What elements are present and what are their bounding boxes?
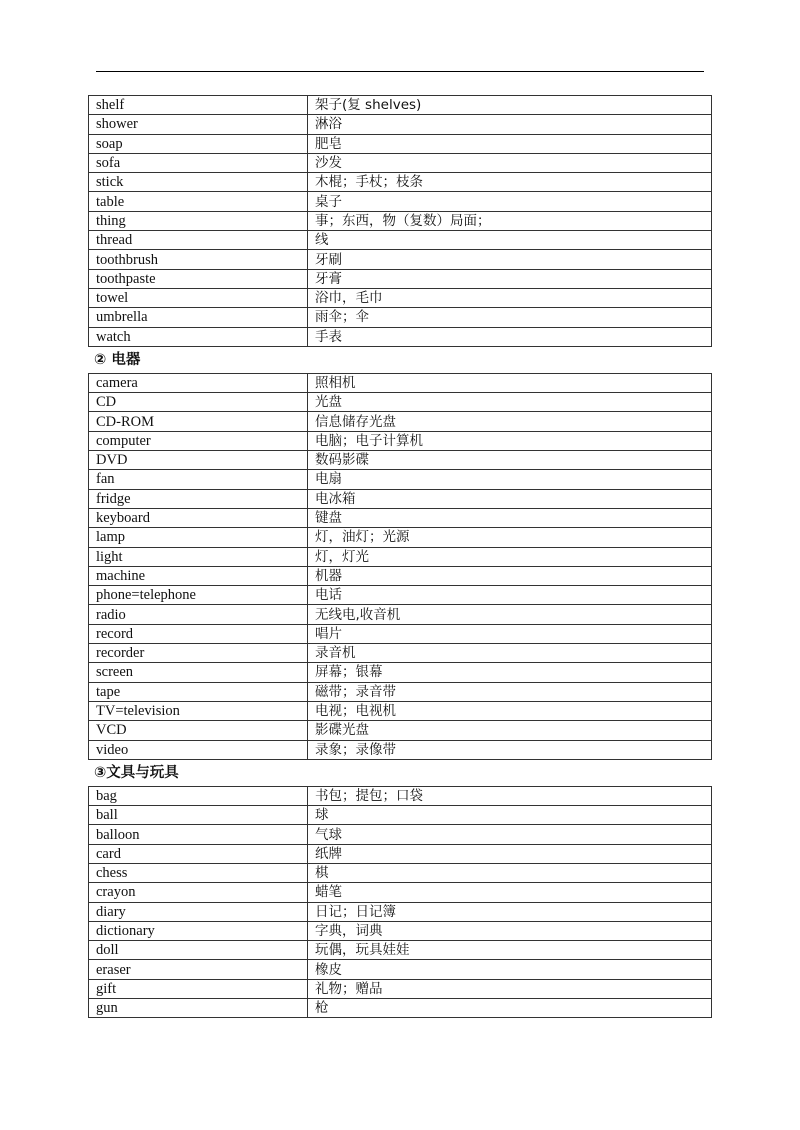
chinese-meaning: 玩偶，玩具娃娃 bbox=[308, 941, 712, 960]
chinese-meaning: 机器 bbox=[308, 566, 712, 585]
vocabulary-row bbox=[89, 863, 712, 882]
english-word: thing bbox=[89, 211, 308, 230]
chinese-meaning: 录象；录像带 bbox=[308, 740, 712, 759]
chinese-meaning: 架子(复 shelves) bbox=[308, 96, 712, 115]
chinese-meaning: 蜡笔 bbox=[308, 883, 712, 902]
chinese-meaning: 无线电,收音机 bbox=[308, 605, 712, 624]
english-word: sofa bbox=[89, 153, 308, 172]
vocabulary-row bbox=[89, 921, 712, 940]
vocabulary-row bbox=[89, 115, 712, 134]
chinese-meaning: 肥皂 bbox=[308, 134, 712, 153]
vocabulary-row bbox=[89, 624, 712, 643]
english-word: dictionary bbox=[89, 921, 308, 940]
vocabulary-row bbox=[89, 941, 712, 960]
english-word: card bbox=[89, 844, 308, 863]
english-word: stick bbox=[89, 173, 308, 192]
chinese-meaning: 键盘 bbox=[308, 508, 712, 527]
chinese-meaning: 唱片 bbox=[308, 624, 712, 643]
vocabulary-row bbox=[89, 489, 712, 508]
section-heading: ② 电器 bbox=[94, 351, 141, 368]
chinese-meaning: 牙膏 bbox=[308, 269, 712, 288]
english-word: umbrella bbox=[89, 308, 308, 327]
english-word: shower bbox=[89, 115, 308, 134]
vocabulary-row bbox=[89, 740, 712, 759]
vocabulary-table bbox=[88, 95, 712, 347]
chinese-meaning: 雨伞；伞 bbox=[308, 308, 712, 327]
english-word: crayon bbox=[89, 883, 308, 902]
chinese-meaning: 电扇 bbox=[308, 470, 712, 489]
vocabulary-row bbox=[89, 412, 712, 431]
english-word: lamp bbox=[89, 528, 308, 547]
vocabulary-row bbox=[89, 269, 712, 288]
vocabulary-row bbox=[89, 883, 712, 902]
vocabulary-row bbox=[89, 721, 712, 740]
english-word: CD-ROM bbox=[89, 412, 308, 431]
english-word: doll bbox=[89, 941, 308, 960]
chinese-meaning: 沙发 bbox=[308, 153, 712, 172]
english-word: phone=telephone bbox=[89, 586, 308, 605]
english-word: DVD bbox=[89, 451, 308, 470]
vocabulary-row bbox=[89, 528, 712, 547]
english-word: thread bbox=[89, 231, 308, 250]
vocabulary-row bbox=[89, 173, 712, 192]
chinese-meaning: 电冰箱 bbox=[308, 489, 712, 508]
chinese-meaning: 淋浴 bbox=[308, 115, 712, 134]
english-word: TV=television bbox=[89, 701, 308, 720]
english-word: record bbox=[89, 624, 308, 643]
chinese-meaning: 影碟光盘 bbox=[308, 721, 712, 740]
vocabulary-row bbox=[89, 231, 712, 250]
vocabulary-row bbox=[89, 134, 712, 153]
english-word: balloon bbox=[89, 825, 308, 844]
chinese-meaning: 书包；提包；口袋 bbox=[308, 786, 712, 805]
chinese-meaning: 字典，词典 bbox=[308, 921, 712, 940]
header-rule bbox=[96, 71, 704, 72]
vocabulary-table bbox=[88, 786, 712, 1019]
vocabulary-row bbox=[89, 153, 712, 172]
english-word: fridge bbox=[89, 489, 308, 508]
chinese-meaning: 灯，灯光 bbox=[308, 547, 712, 566]
chinese-meaning: 事；东西，物（复数）局面； bbox=[308, 211, 712, 230]
vocabulary-row bbox=[89, 327, 712, 346]
english-word: machine bbox=[89, 566, 308, 585]
vocabulary-row bbox=[89, 393, 712, 412]
english-word: screen bbox=[89, 663, 308, 682]
vocabulary-row bbox=[89, 806, 712, 825]
chinese-meaning: 数码影碟 bbox=[308, 451, 712, 470]
chinese-meaning: 纸牌 bbox=[308, 844, 712, 863]
english-word: fan bbox=[89, 470, 308, 489]
vocabulary-page bbox=[88, 95, 712, 1018]
vocabulary-row bbox=[89, 508, 712, 527]
english-word: toothpaste bbox=[89, 269, 308, 288]
vocabulary-row bbox=[89, 192, 712, 211]
english-word: table bbox=[89, 192, 308, 211]
english-word: computer bbox=[89, 431, 308, 450]
vocabulary-row bbox=[89, 288, 712, 307]
vocabulary-row bbox=[89, 566, 712, 585]
section-heading: ③文具与玩具 bbox=[94, 764, 179, 781]
vocabulary-row bbox=[89, 999, 712, 1018]
chinese-meaning: 光盘 bbox=[308, 393, 712, 412]
english-word: CD bbox=[89, 393, 308, 412]
chinese-meaning: 灯，油灯；光源 bbox=[308, 528, 712, 547]
english-word: keyboard bbox=[89, 508, 308, 527]
english-word: toothbrush bbox=[89, 250, 308, 269]
vocabulary-row bbox=[89, 605, 712, 624]
vocabulary-row bbox=[89, 373, 712, 392]
vocabulary-table bbox=[88, 373, 712, 760]
chinese-meaning: 录音机 bbox=[308, 644, 712, 663]
vocabulary-row bbox=[89, 979, 712, 998]
vocabulary-row bbox=[89, 96, 712, 115]
vocabulary-row bbox=[89, 960, 712, 979]
chinese-meaning: 信息储存光盘 bbox=[308, 412, 712, 431]
english-word: bag bbox=[89, 786, 308, 805]
english-word: eraser bbox=[89, 960, 308, 979]
vocabulary-row bbox=[89, 431, 712, 450]
english-word: video bbox=[89, 740, 308, 759]
vocabulary-row bbox=[89, 644, 712, 663]
chinese-meaning: 牙刷 bbox=[308, 250, 712, 269]
english-word: diary bbox=[89, 902, 308, 921]
vocabulary-row bbox=[89, 547, 712, 566]
chinese-meaning: 橡皮 bbox=[308, 960, 712, 979]
chinese-meaning: 气球 bbox=[308, 825, 712, 844]
chinese-meaning: 棋 bbox=[308, 863, 712, 882]
english-word: light bbox=[89, 547, 308, 566]
chinese-meaning: 礼物；赠品 bbox=[308, 979, 712, 998]
chinese-meaning: 枪 bbox=[308, 999, 712, 1018]
vocabulary-row bbox=[89, 825, 712, 844]
chinese-meaning: 电视；电视机 bbox=[308, 701, 712, 720]
vocabulary-row bbox=[89, 586, 712, 605]
vocabulary-row bbox=[89, 663, 712, 682]
english-word: gun bbox=[89, 999, 308, 1018]
english-word: ball bbox=[89, 806, 308, 825]
vocabulary-row bbox=[89, 844, 712, 863]
english-word: VCD bbox=[89, 721, 308, 740]
english-word: chess bbox=[89, 863, 308, 882]
english-word: shelf bbox=[89, 96, 308, 115]
vocabulary-row bbox=[89, 786, 712, 805]
chinese-meaning: 磁带；录音带 bbox=[308, 682, 712, 701]
chinese-meaning: 木棍；手杖；枝条 bbox=[308, 173, 712, 192]
english-word: radio bbox=[89, 605, 308, 624]
english-word: soap bbox=[89, 134, 308, 153]
chinese-meaning: 手表 bbox=[308, 327, 712, 346]
vocabulary-row bbox=[89, 451, 712, 470]
chinese-meaning: 电脑；电子计算机 bbox=[308, 431, 712, 450]
chinese-meaning: 线 bbox=[308, 231, 712, 250]
chinese-meaning: 日记；日记簿 bbox=[308, 902, 712, 921]
chinese-meaning: 浴巾，毛巾 bbox=[308, 288, 712, 307]
chinese-meaning: 桌子 bbox=[308, 192, 712, 211]
chinese-meaning: 球 bbox=[308, 806, 712, 825]
chinese-meaning: 屏幕；银幕 bbox=[308, 663, 712, 682]
vocabulary-row bbox=[89, 682, 712, 701]
vocabulary-row bbox=[89, 470, 712, 489]
chinese-meaning: 电话 bbox=[308, 586, 712, 605]
english-word: gift bbox=[89, 979, 308, 998]
vocabulary-row bbox=[89, 308, 712, 327]
english-word: tape bbox=[89, 682, 308, 701]
vocabulary-row bbox=[89, 250, 712, 269]
vocabulary-row bbox=[89, 701, 712, 720]
chinese-meaning: 照相机 bbox=[308, 373, 712, 392]
english-word: recorder bbox=[89, 644, 308, 663]
vocabulary-row bbox=[89, 211, 712, 230]
english-word: camera bbox=[89, 373, 308, 392]
english-word: towel bbox=[89, 288, 308, 307]
vocabulary-row bbox=[89, 902, 712, 921]
english-word: watch bbox=[89, 327, 308, 346]
